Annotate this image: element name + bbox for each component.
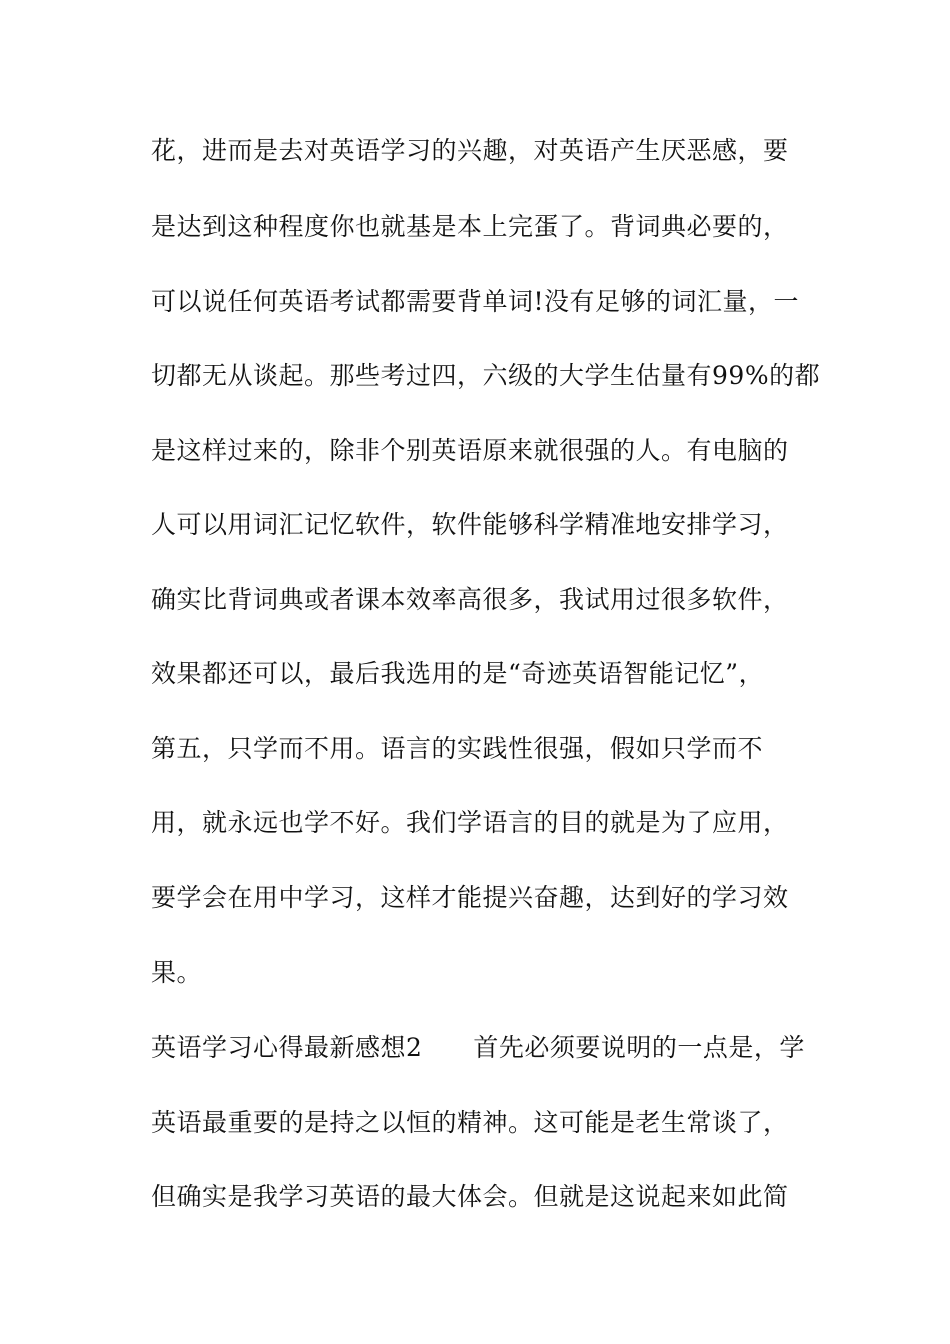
text-line: 花，进而是去对英语学习的兴趣，对英语产生厌恶感，要 <box>151 136 789 165</box>
text-line: 是达到这种程度你也就基是本上完蛋了。背词典必要的， <box>151 212 789 241</box>
text-line: 用，就永远也学不好。我们学语言的目的就是为了应用， <box>151 808 789 837</box>
section-heading-line: 英语学习心得最新感想2 首先必须要说明的一点是，学 <box>151 1033 805 1062</box>
text-line: 要学会在用中学习，这样才能提兴奋趣，达到好的学习效 <box>151 883 789 912</box>
text-line: 效果都还可以，最后我选用的是“奇迹英语智能记忆”， <box>151 659 765 688</box>
text-line: 但确实是我学习英语的最大体会。但就是这说起来如此简 <box>151 1182 789 1211</box>
text-line: 第五，只学而不用。语言的实践性很强，假如只学而不 <box>151 734 764 763</box>
text-line: 是这样过来的，除非个别英语原来就很强的人。有电脑的 <box>151 436 789 465</box>
text-line: 确实比背词典或者课本效率高很多，我试用过很多软件， <box>151 585 789 614</box>
text-line: 切都无从谈起。那些考过四，六级的大学生估量有99%的都 <box>151 361 821 390</box>
text-line: 英语最重要的是持之以恒的精神。这可能是老生常谈了， <box>151 1108 789 1137</box>
text-line: 可以说任何英语考试都需要背单词!没有足够的词汇量，一 <box>151 287 800 316</box>
text-line: 人可以用词汇记忆软件，软件能够科学精准地安排学习， <box>151 510 789 539</box>
text-line: 果。 <box>151 958 203 987</box>
